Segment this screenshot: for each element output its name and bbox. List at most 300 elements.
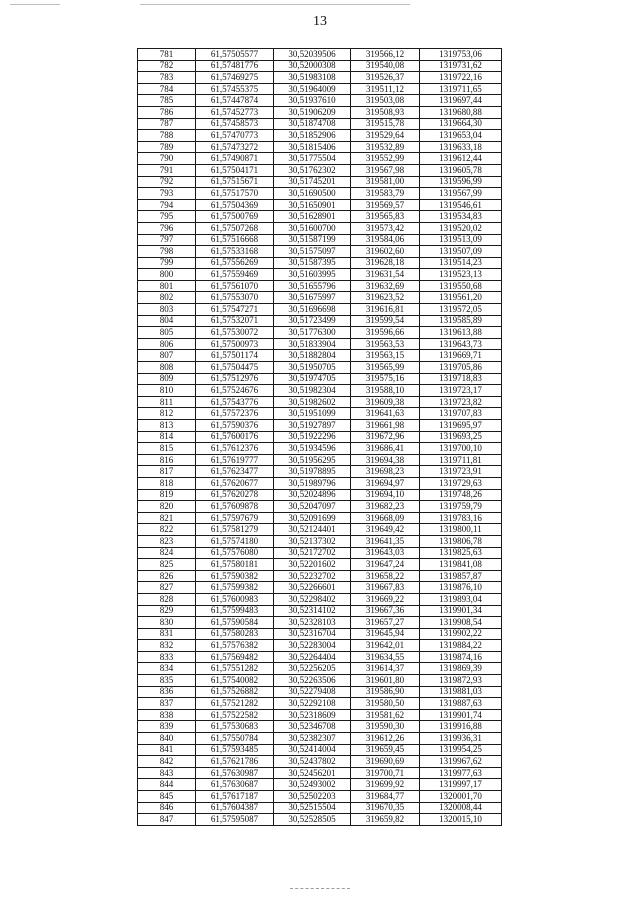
y-coordinate-cell: 1319977,63 [420,767,502,779]
point-number-cell: 807 [138,350,196,362]
y-coordinate-cell: 1319908,54 [420,617,502,629]
table-row [138,385,502,397]
point-number-cell: 809 [138,373,196,385]
bottom-margin-rule [290,888,350,889]
latitude-cell: 61,57530683 [196,721,274,733]
longitude-cell: 30,51882804 [274,350,351,362]
x-coordinate-cell: 319584,06 [351,234,420,246]
table-row [138,153,502,165]
x-coordinate-cell: 319526,37 [351,72,420,84]
point-number-cell: 798 [138,246,196,258]
point-number-cell: 822 [138,524,196,536]
point-number-cell: 796 [138,222,196,234]
y-coordinate-cell: 1319806,78 [420,535,502,547]
latitude-cell: 61,57543776 [196,396,274,408]
longitude-cell: 30,51675997 [274,292,351,304]
longitude-cell: 30,52298402 [274,593,351,605]
latitude-cell: 61,57533168 [196,246,274,258]
y-coordinate-cell: 1319718,83 [420,373,502,385]
x-coordinate-cell: 319694,10 [351,489,420,501]
y-coordinate-cell: 1319643,73 [420,338,502,350]
y-coordinate-cell: 1319572,05 [420,304,502,316]
x-coordinate-cell: 319573,42 [351,222,420,234]
x-coordinate-cell: 319563,15 [351,350,420,362]
latitude-cell: 61,57481776 [196,60,274,72]
table-row [138,118,502,130]
point-number-cell: 832 [138,640,196,652]
longitude-cell: 30,52124401 [274,524,351,536]
x-coordinate-cell: 319588,10 [351,385,420,397]
x-coordinate-cell: 319641,35 [351,535,420,547]
latitude-cell: 61,57593485 [196,744,274,756]
latitude-cell: 61,57590382 [196,570,274,582]
table-row [138,709,502,721]
table-row [138,49,502,61]
y-coordinate-cell: 1319857,87 [420,570,502,582]
x-coordinate-cell: 319698,23 [351,466,420,478]
longitude-cell: 30,51655796 [274,280,351,292]
point-number-cell: 791 [138,164,196,176]
x-coordinate-cell: 319511,12 [351,83,420,95]
point-number-cell: 824 [138,547,196,559]
point-number-cell: 836 [138,686,196,698]
x-coordinate-cell: 319602,60 [351,246,420,258]
x-coordinate-cell: 319581,00 [351,176,420,188]
point-number-cell: 839 [138,721,196,733]
latitude-cell: 61,57490871 [196,153,274,165]
point-number-cell: 804 [138,315,196,327]
latitude-cell: 61,57526882 [196,686,274,698]
x-coordinate-cell: 319583,79 [351,188,420,200]
longitude-cell: 30,52283004 [274,640,351,652]
table-row [138,721,502,733]
x-coordinate-cell: 319667,36 [351,605,420,617]
x-coordinate-cell: 319616,81 [351,304,420,316]
y-coordinate-cell: 1320001,70 [420,791,502,803]
longitude-cell: 30,51575097 [274,246,351,258]
x-coordinate-cell: 319700,71 [351,767,420,779]
point-number-cell: 847 [138,814,196,826]
point-number-cell: 835 [138,675,196,687]
longitude-cell: 30,52456201 [274,767,351,779]
x-coordinate-cell: 319694,97 [351,477,420,489]
latitude-cell: 61,57505577 [196,49,274,61]
x-coordinate-cell: 319699,92 [351,779,420,791]
x-coordinate-cell: 319566,12 [351,49,420,61]
table-row [138,617,502,629]
y-coordinate-cell: 1319893,04 [420,593,502,605]
latitude-cell: 61,57530072 [196,327,274,339]
x-coordinate-cell: 319580,50 [351,698,420,710]
latitude-cell: 61,57532071 [196,315,274,327]
table-row [138,698,502,710]
point-number-cell: 816 [138,454,196,466]
longitude-cell: 30,51587199 [274,234,351,246]
longitude-cell: 30,52414004 [274,744,351,756]
latitude-cell: 61,57581279 [196,524,274,536]
y-coordinate-cell: 1319567,99 [420,188,502,200]
longitude-cell: 30,52316704 [274,628,351,640]
table-row [138,222,502,234]
y-coordinate-cell: 1319901,74 [420,709,502,721]
table-row [138,791,502,803]
latitude-cell: 61,57595087 [196,814,274,826]
longitude-cell: 30,51852906 [274,130,351,142]
point-number-cell: 827 [138,582,196,594]
latitude-cell: 61,57524676 [196,385,274,397]
longitude-cell: 30,52172702 [274,547,351,559]
table-row [138,327,502,339]
point-number-cell: 833 [138,651,196,663]
longitude-cell: 30,52256205 [274,663,351,675]
latitude-cell: 61,57517570 [196,188,274,200]
longitude-cell: 30,52515504 [274,802,351,814]
x-coordinate-cell: 319670,35 [351,802,420,814]
latitude-cell: 61,57458573 [196,118,274,130]
longitude-cell: 30,51775504 [274,153,351,165]
y-coordinate-cell: 1319613,88 [420,327,502,339]
table-row [138,733,502,745]
x-coordinate-cell: 319503,08 [351,95,420,107]
table-row [138,234,502,246]
latitude-cell: 61,57504475 [196,362,274,374]
longitude-cell: 30,51833904 [274,338,351,350]
longitude-cell: 30,51874708 [274,118,351,130]
x-coordinate-cell: 319552,99 [351,153,420,165]
longitude-cell: 30,52263506 [274,675,351,687]
x-coordinate-cell: 319659,45 [351,744,420,756]
latitude-cell: 61,57522582 [196,709,274,721]
point-number-cell: 837 [138,698,196,710]
longitude-cell: 30,51815406 [274,141,351,153]
latitude-cell: 61,57500973 [196,338,274,350]
table-row [138,454,502,466]
point-number-cell: 813 [138,420,196,432]
latitude-cell: 61,57600983 [196,593,274,605]
latitude-cell: 61,57580181 [196,559,274,571]
x-coordinate-cell: 319669,22 [351,593,420,605]
longitude-cell: 30,52279408 [274,686,351,698]
longitude-cell: 30,52232702 [274,570,351,582]
y-coordinate-cell: 1319534,83 [420,211,502,223]
y-coordinate-cell: 1319723,91 [420,466,502,478]
latitude-cell: 61,57504171 [196,164,274,176]
table-row [138,269,502,281]
latitude-cell: 61,57470773 [196,130,274,142]
point-number-cell: 842 [138,756,196,768]
point-number-cell: 828 [138,593,196,605]
point-number-cell: 806 [138,338,196,350]
longitude-cell: 30,51927897 [274,420,351,432]
point-number-cell: 795 [138,211,196,223]
table-row [138,802,502,814]
latitude-cell: 61,57572376 [196,408,274,420]
latitude-cell: 61,57504369 [196,199,274,211]
y-coordinate-cell: 1319872,93 [420,675,502,687]
table-row [138,489,502,501]
point-number-cell: 803 [138,304,196,316]
point-number-cell: 823 [138,535,196,547]
table-row [138,570,502,582]
table-row [138,246,502,258]
x-coordinate-cell: 319623,52 [351,292,420,304]
table-row [138,338,502,350]
point-number-cell: 794 [138,199,196,211]
table-row [138,756,502,768]
latitude-cell: 61,57576080 [196,547,274,559]
point-number-cell: 815 [138,443,196,455]
latitude-cell: 61,57620278 [196,489,274,501]
y-coordinate-cell: 1319711,81 [420,454,502,466]
latitude-cell: 61,57521282 [196,698,274,710]
table-row [138,640,502,652]
latitude-cell: 61,57619777 [196,454,274,466]
longitude-cell: 30,52024896 [274,489,351,501]
y-coordinate-cell: 1319902,22 [420,628,502,640]
longitude-cell: 30,51690500 [274,188,351,200]
table-row [138,524,502,536]
y-coordinate-cell: 1319759,79 [420,501,502,513]
table-row [138,582,502,594]
y-coordinate-cell: 1319520,02 [420,222,502,234]
longitude-cell: 30,52091699 [274,512,351,524]
x-coordinate-cell: 319628,18 [351,257,420,269]
point-number-cell: 831 [138,628,196,640]
point-number-cell: 787 [138,118,196,130]
table-row [138,477,502,489]
point-number-cell: 792 [138,176,196,188]
x-coordinate-cell: 319672,96 [351,431,420,443]
y-coordinate-cell: 1319997,17 [420,779,502,791]
point-number-cell: 802 [138,292,196,304]
latitude-cell: 61,57569482 [196,651,274,663]
longitude-cell: 30,51600700 [274,222,351,234]
latitude-cell: 61,57617187 [196,791,274,803]
point-number-cell: 811 [138,396,196,408]
top-margin-rule-center [140,4,410,5]
point-number-cell: 785 [138,95,196,107]
longitude-cell: 30,51934596 [274,443,351,455]
x-coordinate-cell: 319632,69 [351,280,420,292]
latitude-cell: 61,57553070 [196,292,274,304]
longitude-cell: 30,52318609 [274,709,351,721]
longitude-cell: 30,52493002 [274,779,351,791]
longitude-cell: 30,51983108 [274,72,351,84]
y-coordinate-cell: 1319748,26 [420,489,502,501]
x-coordinate-cell: 319596,66 [351,327,420,339]
coordinates-table-body [138,49,502,826]
y-coordinate-cell: 1319722,16 [420,72,502,84]
longitude-cell: 30,51964009 [274,83,351,95]
point-number-cell: 821 [138,512,196,524]
x-coordinate-cell: 319647,24 [351,559,420,571]
x-coordinate-cell: 319575,16 [351,373,420,385]
longitude-cell: 30,52346708 [274,721,351,733]
latitude-cell: 61,57507268 [196,222,274,234]
table-row [138,315,502,327]
longitude-cell: 30,52292108 [274,698,351,710]
longitude-cell: 30,51937610 [274,95,351,107]
latitude-cell: 61,57561070 [196,280,274,292]
point-number-cell: 793 [138,188,196,200]
table-row [138,663,502,675]
longitude-cell: 30,51956295 [274,454,351,466]
longitude-cell: 30,52000308 [274,60,351,72]
x-coordinate-cell: 319532,89 [351,141,420,153]
y-coordinate-cell: 1319753,06 [420,49,502,61]
table-row [138,304,502,316]
table-row [138,106,502,118]
y-coordinate-cell: 1319507,09 [420,246,502,258]
longitude-cell: 30,51762302 [274,164,351,176]
table-row [138,779,502,791]
latitude-cell: 61,57550784 [196,733,274,745]
y-coordinate-cell: 1319731,62 [420,60,502,72]
latitude-cell: 61,57623477 [196,466,274,478]
latitude-cell: 61,57630987 [196,767,274,779]
point-number-cell: 783 [138,72,196,84]
longitude-cell: 30,51745201 [274,176,351,188]
point-number-cell: 801 [138,280,196,292]
x-coordinate-cell: 319686,41 [351,443,420,455]
longitude-cell: 30,51906209 [274,106,351,118]
latitude-cell: 61,57621786 [196,756,274,768]
table-row [138,362,502,374]
point-number-cell: 845 [138,791,196,803]
y-coordinate-cell: 1319936,31 [420,733,502,745]
y-coordinate-cell: 1319664,30 [420,118,502,130]
table-row [138,686,502,698]
table-row [138,501,502,513]
point-number-cell: 789 [138,141,196,153]
table-row [138,141,502,153]
y-coordinate-cell: 1319633,18 [420,141,502,153]
longitude-cell: 30,51989796 [274,477,351,489]
table-row [138,164,502,176]
x-coordinate-cell: 319612,26 [351,733,420,745]
point-number-cell: 825 [138,559,196,571]
table-row [138,373,502,385]
y-coordinate-cell: 1319561,20 [420,292,502,304]
table-row [138,60,502,72]
point-number-cell: 819 [138,489,196,501]
y-coordinate-cell: 1319711,65 [420,83,502,95]
latitude-cell: 61,57455375 [196,83,274,95]
x-coordinate-cell: 319508,93 [351,106,420,118]
y-coordinate-cell: 1319513,09 [420,234,502,246]
y-coordinate-cell: 1319916,88 [420,721,502,733]
latitude-cell: 61,57630687 [196,779,274,791]
longitude-cell: 30,51951099 [274,408,351,420]
latitude-cell: 61,57612376 [196,443,274,455]
table-row [138,95,502,107]
y-coordinate-cell: 1319596,99 [420,176,502,188]
y-coordinate-cell: 1319825,63 [420,547,502,559]
latitude-cell: 61,57597679 [196,512,274,524]
longitude-cell: 30,52314102 [274,605,351,617]
latitude-cell: 61,57590584 [196,617,274,629]
x-coordinate-cell: 319634,55 [351,651,420,663]
x-coordinate-cell: 319565,99 [351,362,420,374]
longitude-cell: 30,52039506 [274,49,351,61]
point-number-cell: 834 [138,663,196,675]
longitude-cell: 30,51982602 [274,396,351,408]
point-number-cell: 800 [138,269,196,281]
point-number-cell: 790 [138,153,196,165]
point-number-cell: 799 [138,257,196,269]
table-row [138,605,502,617]
point-number-cell: 781 [138,49,196,61]
longitude-cell: 30,52264404 [274,651,351,663]
table-row [138,396,502,408]
x-coordinate-cell: 319682,23 [351,501,420,513]
latitude-cell: 61,57576382 [196,640,274,652]
coordinates-table [137,48,502,826]
longitude-cell: 30,52328103 [274,617,351,629]
table-row [138,176,502,188]
x-coordinate-cell: 319631,54 [351,269,420,281]
y-coordinate-cell: 1319876,10 [420,582,502,594]
y-coordinate-cell: 1319605,78 [420,164,502,176]
x-coordinate-cell: 319661,98 [351,420,420,432]
x-coordinate-cell: 319657,27 [351,617,420,629]
y-coordinate-cell: 1319707,83 [420,408,502,420]
y-coordinate-cell: 1319700,10 [420,443,502,455]
table-row [138,744,502,756]
table-row [138,814,502,826]
point-number-cell: 797 [138,234,196,246]
table-row [138,559,502,571]
x-coordinate-cell: 319641,63 [351,408,420,420]
table-row [138,257,502,269]
longitude-cell: 30,51982304 [274,385,351,397]
x-coordinate-cell: 319649,42 [351,524,420,536]
table-row [138,767,502,779]
table-row [138,72,502,84]
x-coordinate-cell: 319668,09 [351,512,420,524]
top-margin-rule-left [10,4,60,5]
latitude-cell: 61,57580283 [196,628,274,640]
longitude-cell: 30,52047097 [274,501,351,513]
point-number-cell: 812 [138,408,196,420]
longitude-cell: 30,52382307 [274,733,351,745]
x-coordinate-cell: 319684,77 [351,791,420,803]
point-number-cell: 786 [138,106,196,118]
latitude-cell: 61,57551282 [196,663,274,675]
point-number-cell: 830 [138,617,196,629]
point-number-cell: 838 [138,709,196,721]
point-number-cell: 841 [138,744,196,756]
x-coordinate-cell: 319658,22 [351,570,420,582]
x-coordinate-cell: 319565,83 [351,211,420,223]
point-number-cell: 829 [138,605,196,617]
y-coordinate-cell: 1319669,71 [420,350,502,362]
table-row [138,512,502,524]
table-row [138,651,502,663]
table-row [138,420,502,432]
point-number-cell: 788 [138,130,196,142]
longitude-cell: 30,51587395 [274,257,351,269]
latitude-cell: 61,57473272 [196,141,274,153]
x-coordinate-cell: 319586,90 [351,686,420,698]
x-coordinate-cell: 319581,62 [351,709,420,721]
longitude-cell: 30,51628901 [274,211,351,223]
point-number-cell: 844 [138,779,196,791]
y-coordinate-cell: 1319874,16 [420,651,502,663]
table-row [138,83,502,95]
point-number-cell: 818 [138,477,196,489]
latitude-cell: 61,57599483 [196,605,274,617]
